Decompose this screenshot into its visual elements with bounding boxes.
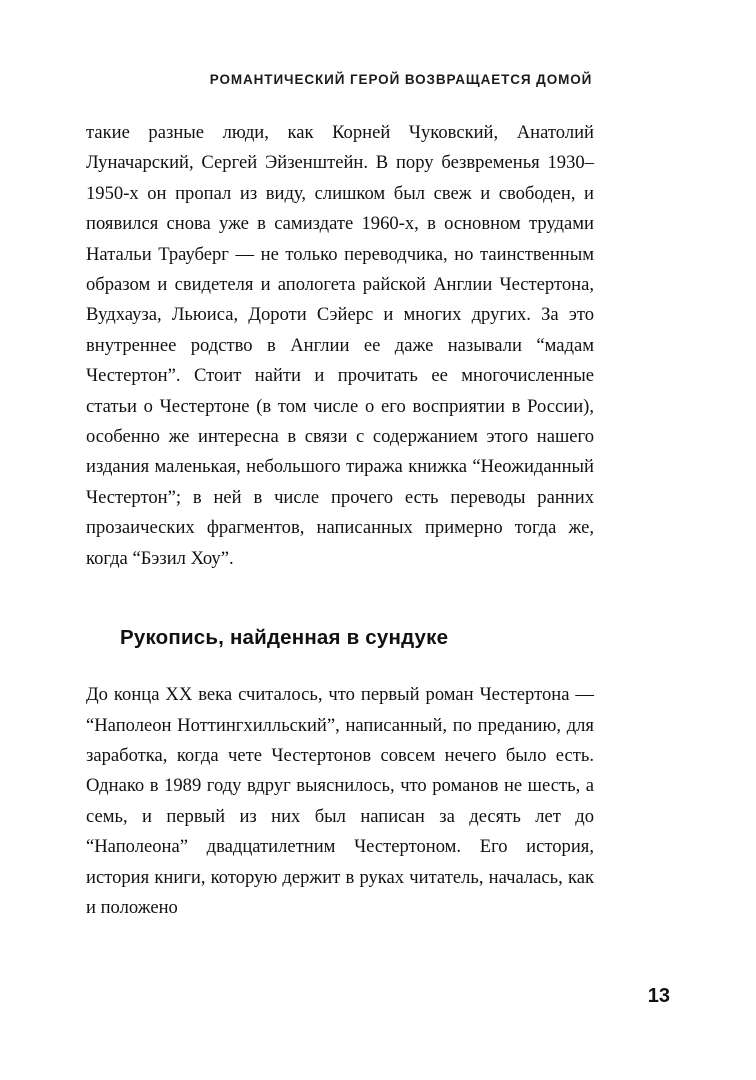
paragraph-section-opening: До конца XX века считалось, что первый роман Честертона — “Наполеон Ноттингхилльский”, написанный, по преданию, для заработка, когда чете Честертонов совсем нечего было есть. Однако в 1989 году вдруг выяснилось, что романов не шесть, а семь, и первый из них был написан за десять лет до “Наполеона” двадцатилетним Честертоном. Его история, история книги, которую держит в руках читатель, началась, как и положено <box>86 684 594 918</box>
page-number: 13 <box>647 985 670 1007</box>
section-heading: Рукопись, найденная в сундуке <box>120 626 449 650</box>
paragraph-continuation: такие разные люди, как Корней Чуковский, Анатолий Луначарский, Сергей Эйзенштейн. В пору безвременья 1930–1950-х он пропал из виду, слишком был свеж и свободен, и появился снова уже в самиздате 1960-х, в основном трудами Натальи Трауберг — не только переводчика, но таинственным образом и свидетеля и апологета райской Англии Честертона, Вудхауза, Льюиса, Дороти Сэйерс и многих других. За это внутреннее родство в Англии ее даже называли “мадам Честертон”. Стоит найти и прочитать ее многочисленные статьи о Честертоне (в том числе о его восприятии в России), особенно же интересна в связи с содержанием этого нашего издания маленькая, небольшого тиража книжка “Неожиданный Честертон”; в ней в числе прочего есть переводы ранних прозаических фрагментов, написанных примерно тогда же, когда “Бэзил Хоу”. <box>86 122 594 569</box>
running-head: РОМАНТИЧЕСКИЙ ГЕРОЙ ВОЗВРАЩАЕТСЯ ДОМОЙ <box>209 72 593 87</box>
page-body <box>86 118 594 923</box>
